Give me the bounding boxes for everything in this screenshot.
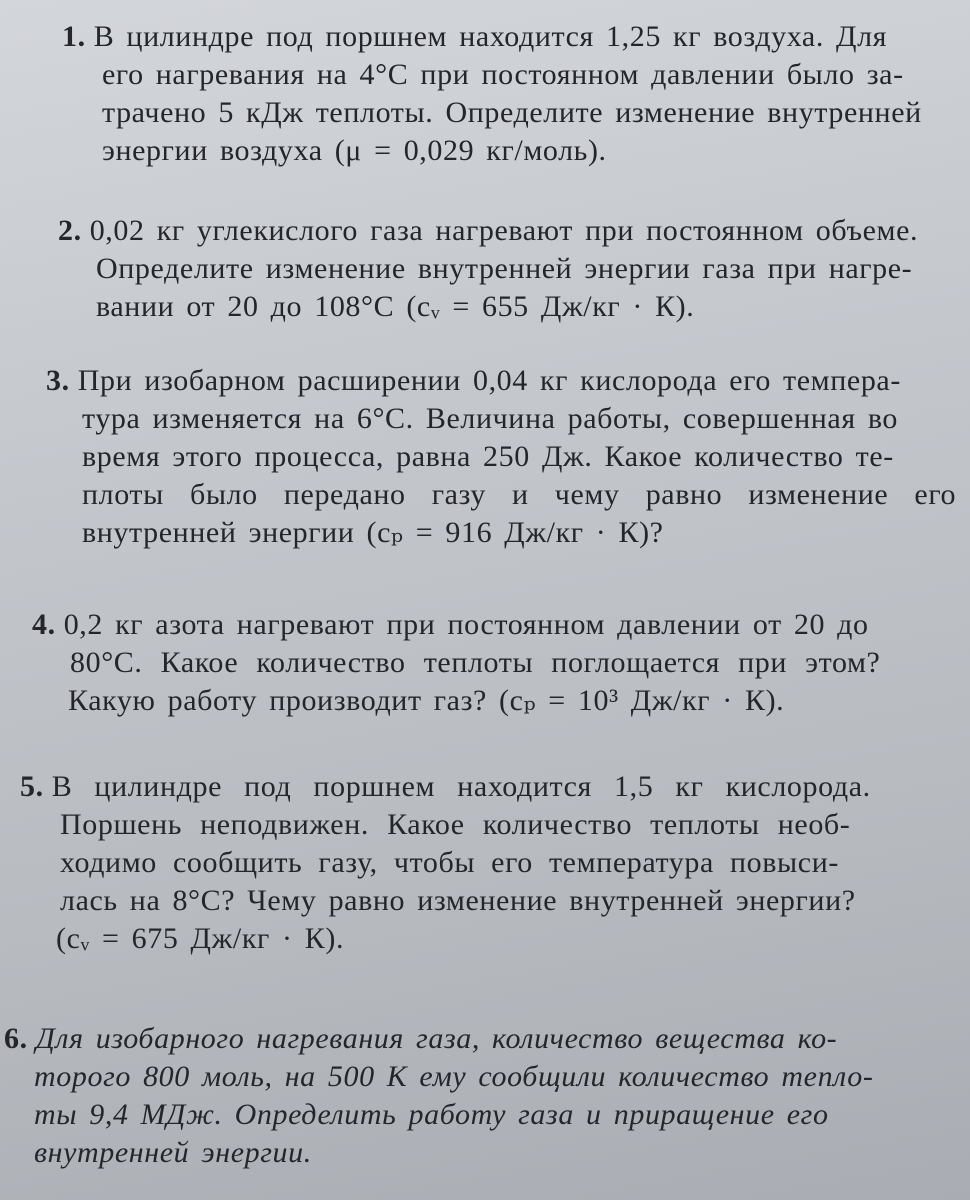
problem-line: торого 800 моль, на 500 К ему сообщили количество тепло- xyxy=(34,1060,874,1093)
problem-line xyxy=(62,18,942,56)
problem-number: 2. xyxy=(58,214,82,247)
problem-line: ты 9,4 МДж. Определить работу газа и приращение его xyxy=(34,1098,829,1131)
problem-number: 6. xyxy=(4,1022,28,1055)
problem-1 xyxy=(62,18,942,170)
problem-line: плоты было передано газу и чему равно изменение его xyxy=(82,478,957,511)
problem-number: 1. xyxy=(62,20,86,53)
problem-text: 0,02 кг углекислого газа нагревают при постоянном объеме. xyxy=(89,214,919,247)
problem-line xyxy=(46,362,946,400)
problem-number: 3. xyxy=(46,364,70,397)
problem-line: Поршень неподвижен. Какое количество теплоты необ- xyxy=(60,808,851,841)
problem-line: тура изменяется на 6°С. Величина работы, совершенная во xyxy=(82,402,898,435)
problem-line: ходимо сообщить газу, чтобы его температура повыси- xyxy=(60,846,839,879)
problem-6 xyxy=(4,1020,964,1172)
problem-text: Для изобарного нагревания газа, количество вещества ко- xyxy=(35,1022,838,1055)
problem-line: трачено 5 кДж теплоты. Определите изменение внутренней xyxy=(102,96,922,129)
problem-line: лась на 8°С? Чему равно изменение внутренней энергии? xyxy=(60,884,856,917)
problem-line xyxy=(58,212,943,250)
problem-line: Какую работу производит газ? (cₚ = 10³ Дж/кг · К). xyxy=(68,684,785,717)
problem-line xyxy=(20,768,955,806)
problem-line: (cᵥ = 675 Дж/кг · К). xyxy=(56,922,345,955)
problem-line xyxy=(32,606,947,644)
problem-number: 4. xyxy=(32,608,56,641)
problem-line: время этого процесса, равна 250 Дж. Какое количество те- xyxy=(82,440,894,473)
problem-line: внутренней энергии (cₚ = 916 Дж/кг · К)? xyxy=(82,516,664,549)
problem-text: В цилиндре под поршнем находится 1,25 кг воздуха. Для xyxy=(93,20,888,53)
problem-line xyxy=(4,1020,964,1058)
problem-2 xyxy=(58,212,943,326)
problem-line: вании от 20 до 108°С (cᵥ = 655 Дж/кг · К). xyxy=(96,290,695,323)
problem-line: внутренней энергии. xyxy=(34,1136,312,1169)
problem-number: 5. xyxy=(20,770,44,803)
problem-line: Определите изменение внутренней энергии газа при нагре- xyxy=(96,252,913,285)
problem-text: При изобарном расширении 0,04 кг кислорода его темпера- xyxy=(77,364,901,397)
problem-text: 0,2 кг азота нагревают при постоянном давлении от 20 до xyxy=(63,608,869,641)
problem-line: его нагревания на 4°С при постоянном давлении было за- xyxy=(102,58,904,91)
problem-3 xyxy=(46,362,957,552)
problem-text: В цилиндре под поршнем находится 1,5 кг кислорода. xyxy=(51,770,871,803)
problem-line: 80°С. Какое количество теплоты поглощается при этом? xyxy=(70,646,881,679)
problem-line: энергии воздуха (μ = 0,029 кг/моль). xyxy=(102,134,607,167)
problem-4 xyxy=(32,606,947,720)
problem-5 xyxy=(20,768,955,958)
